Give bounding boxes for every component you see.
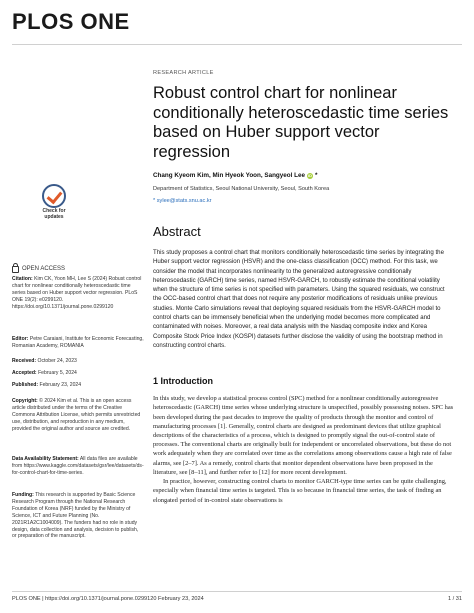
abstract-text: This study proposes a control chart that monitors conditionally heteroscedastic time series by integrating the Huber support vector regression (HSVR) and the one-class classification (OCC) method. For this task, we consider the model that incorporates nonlinearity to the generalized autoregressive conditionally heteroscedastic (GARCH) time series, named HSVR-GARCH, to robustly estimate the conditional volatility when the structure of time series is not specified with parameters. Using the squared residuals, we construct the OCC-based control chart that does not require any posterior modifications of residuals unlike previous studies. Monte Carlo simulations reveal that deploying squared residuals from the HSVR-GARCH model to control charts can be immensely beneficial when the underlying model becomes more complicated and contaminated with noises. Moreover, a real data analysis with the Nasdaq composite index and Korea Composite Stock Price Index (KOSPI) datasets further disclose the validity of using the bootstrap method in constructing control charts. <box>153 249 445 349</box>
page-number: 1 / 31 <box>448 596 462 602</box>
author-list <box>153 172 458 179</box>
citation-text[interactable]: Kim CK, Yoon MH, Lee S (2024) Robust control chart for nonlinear conditionally heteroscedastic time series based on Huber support vector regression. PLoS ONE 19(2): e0299120. https://doi.org/10.1371/journal.pone.0299120 <box>12 276 142 310</box>
data-availability-block <box>12 456 144 477</box>
copyright-block <box>12 398 144 433</box>
intro-paragraph-1: In this study, we develop a statistical process control (SPC) method for a nonlinear conditionally autoregressive heteroscedastic (GARCH) time series whose underlying structure is unspecified, possibly possessing noises. SPC has been developed during the past decades to improve the quality of products through the monitor and control of manufacturing processes [1]. Generally, control charts are designed as predominant devices that utilize graphical descriptions of the characteristics of a process, which is designed to promptly signal the out-of-control state of processes. The conventional charts are originally built for independent or uncorrelated observations, but these do not work adequately when they are correlated over time as the correlations among observations cause a high rate of false alarms, see [2–7]. As a remedy, control charts that monitor dependent observations have been proposed in the literature, see [8–11], and further refer to [12] for more recent development. <box>153 395 454 476</box>
received-label: Received: <box>12 358 37 364</box>
copyright-text: © 2024 Kim et al. This is an open access article distributed under the terms of the Creative Commons Attribution License, which permits unrestricted use, distribution, and reproduction in any medium, provided the original author and source are credited. <box>12 398 141 432</box>
intro-paragraph-2: In practice, however, constructing control charts to monitor GARCH-type time series can be quite challenging, especially when financial time series is targeted. This is so because in financial time series, the task of finding an elongated period of in-control state observations is <box>153 478 447 504</box>
received-block <box>12 358 144 365</box>
corresponding-email[interactable]: * sylee@stats.snu.ac.kr <box>153 198 212 204</box>
published-date: February 23, 2024 <box>39 382 82 388</box>
funding-text: This research is supported by Basic Science Research Program through the National Research Foundation of Korea (NRF) funded by the Ministry of Science, ICT and Future Planning (No. 2021R1A2C1004009). The funders had no role in study design, data collection and analysis, decision to publish, or preparation of the manuscript. <box>12 492 139 540</box>
affiliation: Department of Statistics, Seoul National University, Seoul, South Korea <box>153 186 330 192</box>
orcid-icon[interactable]: iD <box>307 172 312 178</box>
article-type: RESEARCH ARTICLE <box>153 70 214 76</box>
introduction-heading: 1 Introduction <box>153 376 213 387</box>
accepted-date: February 5, 2024 <box>38 370 77 376</box>
introduction-text <box>153 394 458 504</box>
published-label: Published: <box>12 382 39 388</box>
published-block <box>12 382 144 389</box>
authors-text: Chang Kyeom Kim, Min Hyeok Yoon, Sangyeol Lee <box>153 172 305 179</box>
check-updates-label: Check for updates <box>42 208 66 220</box>
check-updates-icon <box>42 184 66 208</box>
check-for-updates-badge[interactable] <box>38 184 70 222</box>
editor-label: Editor: <box>12 336 29 342</box>
funding-label: Funding: <box>12 492 34 498</box>
accepted-label: Accepted: <box>12 370 37 376</box>
copyright-label: Copyright: <box>12 398 38 404</box>
main-content <box>153 70 458 505</box>
editor-text: Petre Caraiani, Institute for Economic Forecasting, Romanian Academy, ROMANIA <box>12 336 144 349</box>
journal-logo: PLOS ONE <box>12 9 130 34</box>
article-title: Robust control chart for nonlinear conditionally heteroscedastic time series based on Huber support vector regression <box>153 84 449 161</box>
received-date: October 24, 2023 <box>37 358 77 364</box>
data-availability-text[interactable]: All data files are available from https://www.kaggle.com/datasets/gsr/lee/datasets/ds-for-control-chart-for-time-series. <box>12 456 144 476</box>
page-footer <box>12 596 462 602</box>
citation-block <box>12 276 144 311</box>
open-access-text: OPEN ACCESS <box>22 265 66 272</box>
citation-label: Citation: <box>12 276 33 282</box>
editor-block <box>12 336 144 350</box>
authors-suffix: * <box>314 172 318 179</box>
data-availability-label: Data Availability Statement: <box>12 456 79 462</box>
accepted-block <box>12 370 144 377</box>
footer-divider <box>12 591 462 592</box>
open-access-label <box>12 264 65 273</box>
header-divider <box>12 44 462 45</box>
funding-block <box>12 492 144 540</box>
open-lock-icon <box>12 266 19 273</box>
abstract-heading: Abstract <box>153 224 201 239</box>
footer-citation: PLOS ONE | https://doi.org/10.1371/journal.pone.0299120 February 23, 2024 <box>12 596 204 602</box>
